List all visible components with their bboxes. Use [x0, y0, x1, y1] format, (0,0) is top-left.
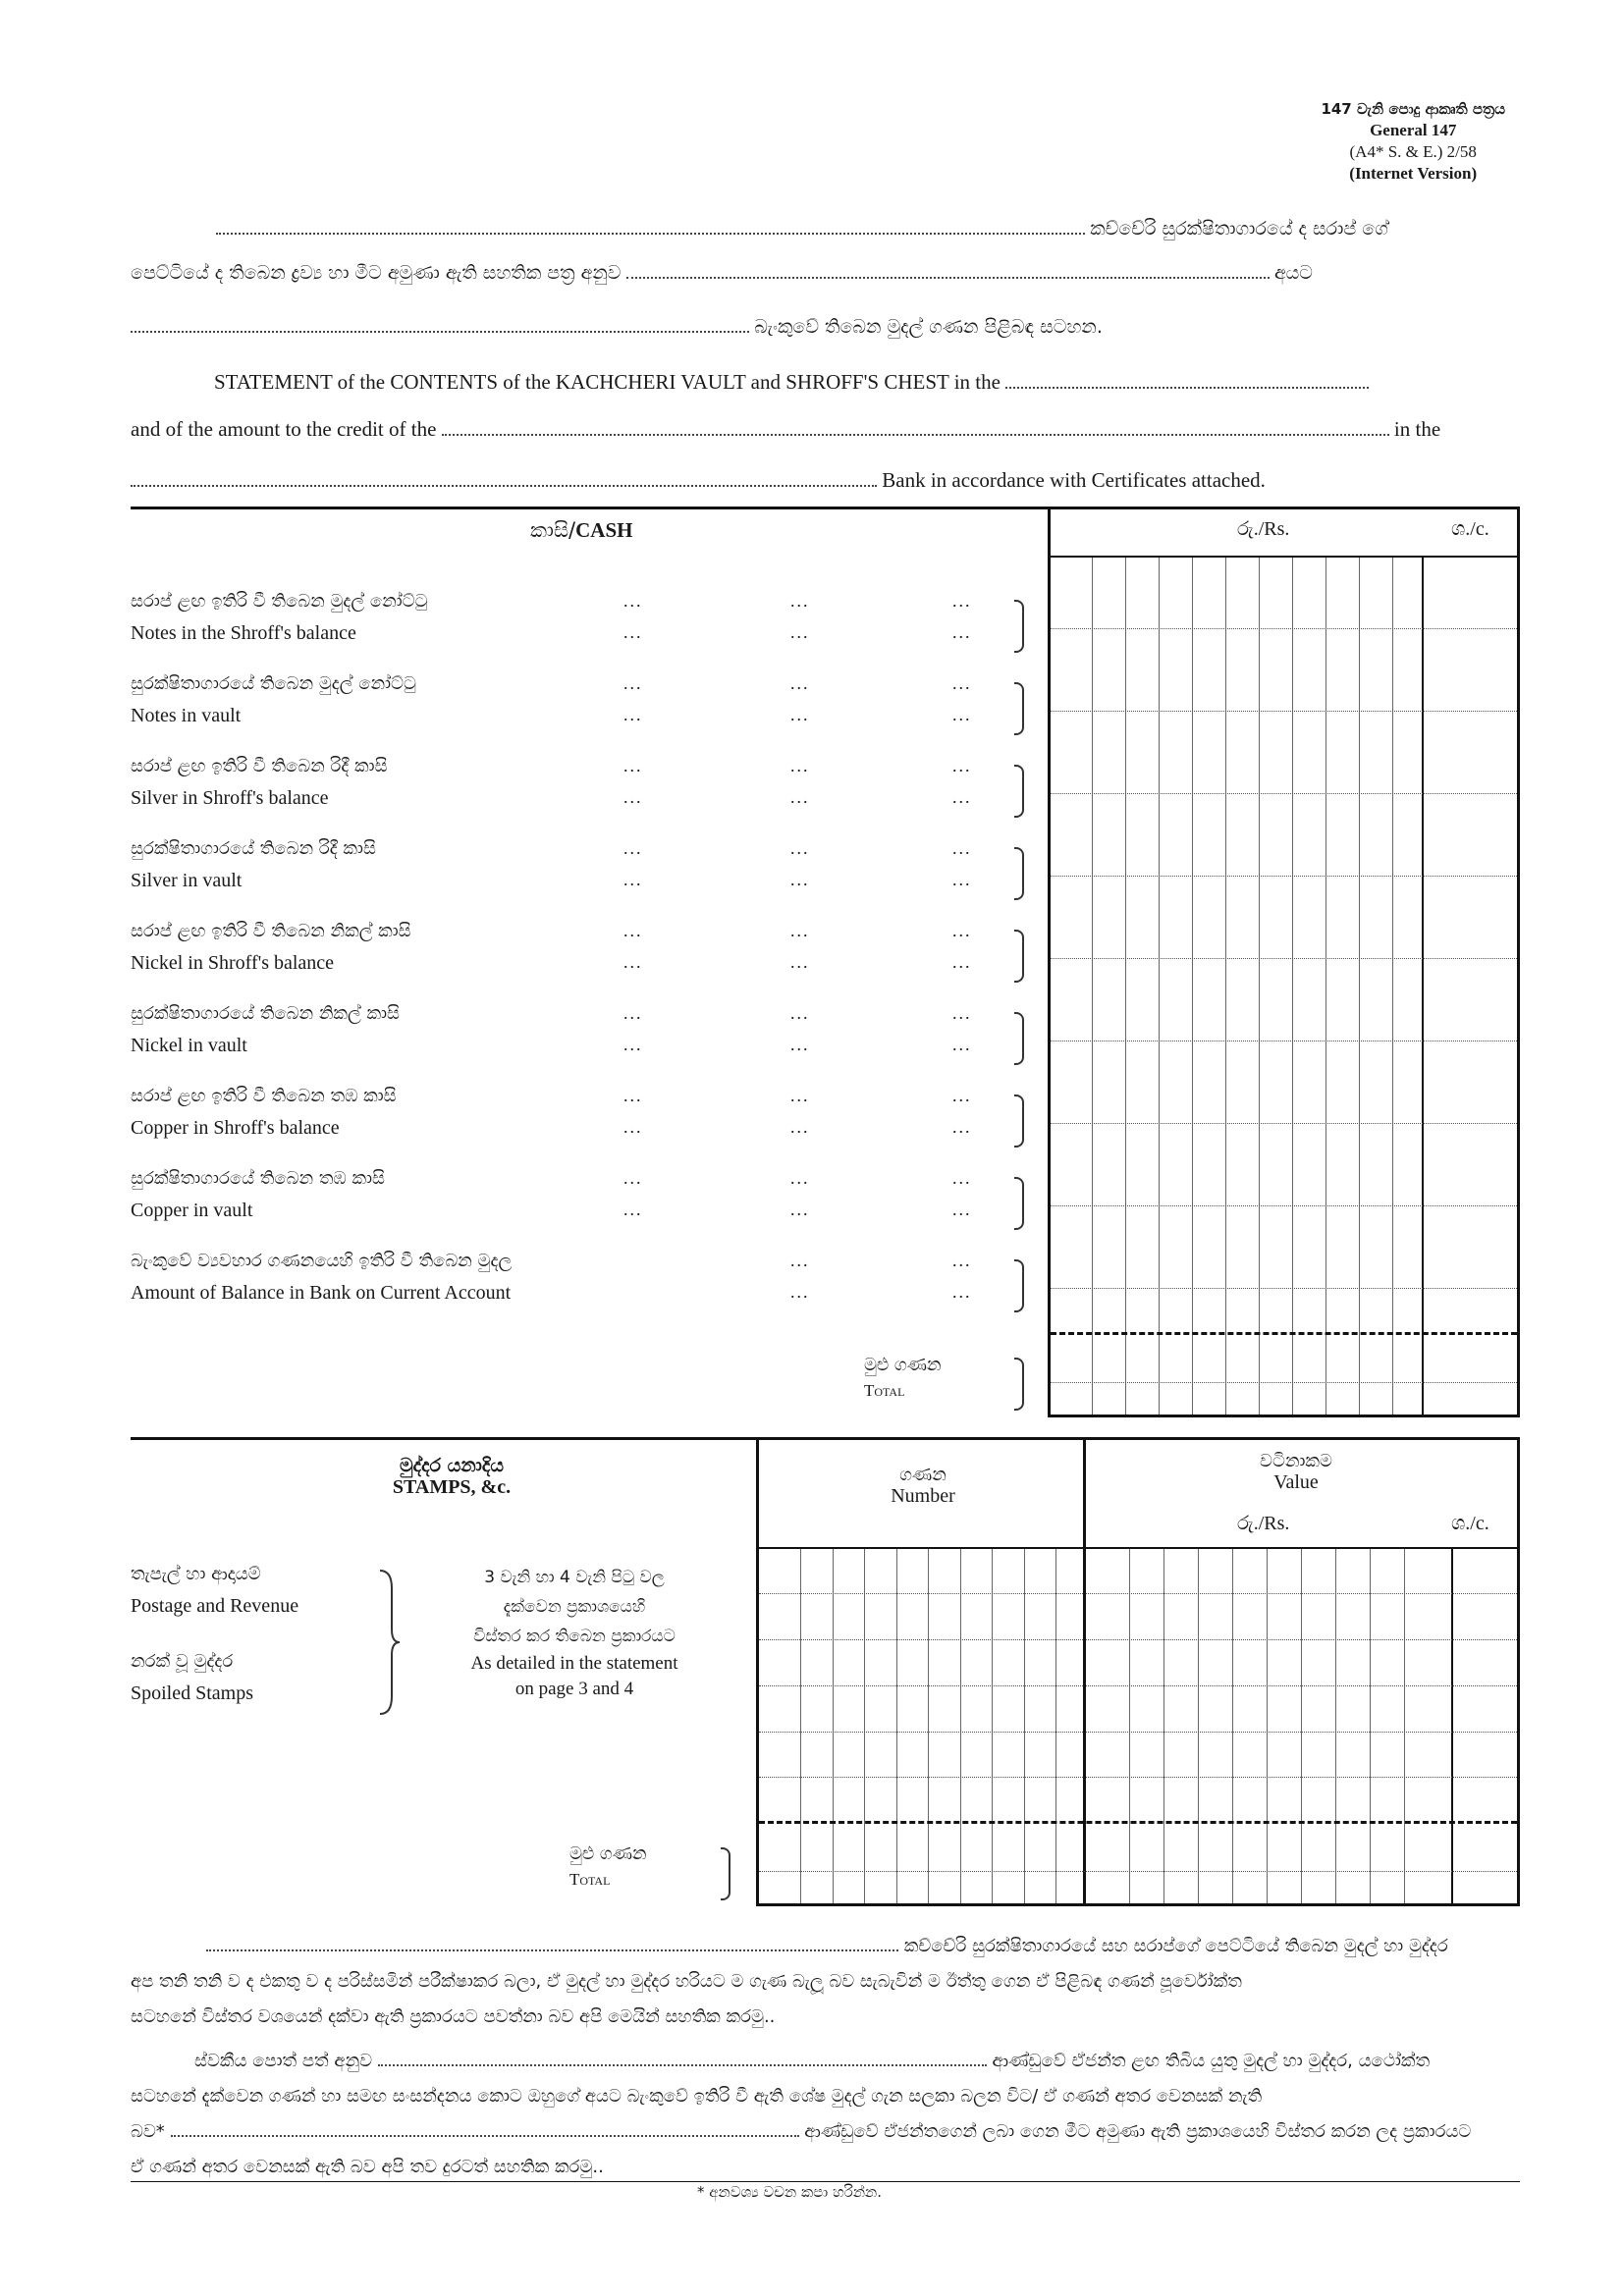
- leader-dots: ...: [952, 838, 972, 858]
- fill-line[interactable]: [1005, 373, 1369, 389]
- fill-line[interactable]: [171, 2123, 799, 2137]
- grid-column-line: [1232, 1549, 1233, 1903]
- intro-si-line2: පෙට්ටියේ ද තිබෙන ද්‍රව්‍ය හා මීට අමුණා ඇති සහතික පත්‍ර අනුව අයට: [131, 262, 1313, 284]
- grid-column-line: [1198, 1549, 1199, 1903]
- spoiled-label: නරක් වූ මුද්දර Spoiled Stamps: [131, 1651, 254, 1704]
- leader-dots: ...: [952, 591, 972, 611]
- form-header: [1321, 98, 1505, 185]
- leader-dots: ...: [790, 705, 810, 724]
- item-brace: [1014, 1177, 1024, 1230]
- cash-item: [131, 833, 376, 896]
- value-entry-line[interactable]: [1086, 1593, 1517, 1594]
- certification-paragraph-2: ස්වකීය පොත් පත් අනුව ආණ්ඩුවේ ඒජන්ත ළඟ තිබිය යුතු මුදල් හා මුද්දර, යථෝක්ත සටහනේ දැක්වෙන ගණන් හා සමඟ සංසන්දනය කොට ඔහුගේ අයට බැංකුවේ ඉතිරි වී ඇති ශේෂ මුදල් ගැන සලකා බලන විට/ ඒ ගණන් අතර වෙනසක් නැති බව* ආණ්ඩුවේ ඒජන්තගෙන් ලබා ගෙන මීට අමුණා ඇති ප්‍රකාශයෙහි විස්තර කරන ලද ප්‍රකාරයට ඒ ගණන් අතර වෙනසක් ඇති බව අපි තව දුරටත් සහතික කරමු..: [131, 2051, 1472, 2177]
- leader-dots: ...: [623, 673, 643, 693]
- fill-line[interactable]: [216, 219, 1085, 235]
- stamps-middle-divider: [1083, 1437, 1086, 1906]
- intro-en-line2: and of the amount to the credit of the in the: [131, 417, 1441, 441]
- leader-dots: ...: [623, 921, 643, 940]
- leader-dots: ...: [623, 1003, 643, 1023]
- leader-dots: ...: [952, 756, 972, 775]
- cash-item-label-si: සුරක්ෂිතාගාරයේ තිබෙන මුදල් නෝට්ටු: [131, 673, 416, 694]
- cash-item-label-si: සරාප් ළඟ ඉතිරි වී තිබෙන මුදල් නෝට්ටු: [131, 591, 428, 612]
- footnote-rule: [131, 2181, 1520, 2182]
- amount-entry-line[interactable]: [1051, 628, 1517, 629]
- grid-column-line: [833, 1549, 834, 1903]
- leader-dots: ...: [623, 952, 643, 972]
- leader-dots: ...: [623, 1200, 643, 1219]
- stamps-rs-label: රු./Rs.: [1237, 1513, 1290, 1534]
- grid-column-line: [1225, 558, 1226, 1415]
- leader-dots: ...: [952, 705, 972, 724]
- item-brace: [1014, 1012, 1024, 1065]
- grid-column-line: [1024, 1549, 1025, 1903]
- form-version: (Internet Version): [1349, 164, 1478, 183]
- stamps-cents-label: ශ./c.: [1451, 1513, 1489, 1534]
- stamps-total-label: මුළු ගණන Total: [569, 1843, 647, 1889]
- cash-item-label-si: සුරක්ෂිතාගාරයේ තිබෙන තඹ කාසි: [131, 1168, 385, 1189]
- grid-column-line: [1404, 1549, 1405, 1903]
- form-number: General 147: [1370, 121, 1457, 139]
- fill-line[interactable]: [131, 471, 877, 487]
- leader-dots: ...: [623, 705, 643, 724]
- leader-dots: ...: [952, 1282, 972, 1302]
- amount-entry-line[interactable]: [1051, 1205, 1517, 1206]
- leader-dots: ...: [790, 1086, 810, 1105]
- value-entry-line[interactable]: [1086, 1685, 1517, 1686]
- cash-item: [131, 1081, 397, 1144]
- form-edition: (A4* S. & E.) 2/58: [1349, 142, 1477, 161]
- cash-item: [131, 998, 400, 1061]
- grid-column-line: [1125, 558, 1126, 1415]
- cash-item-label: Silver in vault: [131, 870, 243, 891]
- grid-column-line: [1325, 558, 1326, 1415]
- leader-dots: ...: [790, 1168, 810, 1188]
- item-brace: [1014, 1095, 1024, 1148]
- form-number-sinhala: 147 වැනි පොදු ආකෘති පත්‍රය: [1321, 100, 1505, 118]
- leader-dots: ...: [790, 756, 810, 775]
- certification-paragraph-1: කච්චේරි සුරක්ෂිතාගාරයේ සහ සරාප්ගේ පෙට්ටියේ තිබෙන මුදල් හා මුද්දර අප තනි තනි ව ද එකතු ව ද පරිස්සමින් පරීක්ෂාකර බලා, ඒ මුදල් හා මුද්දර හරියට ම ගැණ බැලූ බව සැබැවින් ම ඊත්තු ගෙන ඒ පිළිබඳ ගණන් පූර්වෝක්ත සටහනේ විස්තර වශයෙන් දක්වා ඇති ප්‍රකාරයට පවත්නා බව අපි මෙයින් සහතික කරමු..: [131, 1936, 1448, 2027]
- cash-item: [131, 1246, 512, 1308]
- leader-dots: ...: [623, 870, 643, 889]
- leader-dots: ...: [952, 622, 972, 642]
- leader-dots: ...: [952, 921, 972, 940]
- cash-item-label-si: සුරක්ෂිතාගාරයේ තිබෙන නිකල් කාසි: [131, 1003, 400, 1024]
- leader-dots: ...: [623, 591, 643, 611]
- item-brace: [1014, 765, 1024, 818]
- fill-line[interactable]: [378, 2053, 987, 2066]
- cash-item-label: Nickel in Shroff's balance: [131, 952, 335, 974]
- intro-en-line1: STATEMENT of the CONTENTS of the KACHCHERI VAULT and SHROFF'S CHEST in the: [214, 370, 1369, 395]
- leader-dots: ...: [790, 1251, 810, 1270]
- subtotal-dash-line: [1051, 1332, 1517, 1335]
- leader-dots: ...: [790, 591, 810, 611]
- leader-dots: ...: [623, 838, 643, 858]
- leader-dots: ...: [790, 952, 810, 972]
- cash-grid-header-rule: [1048, 556, 1520, 558]
- stamps-grid-header-rule: [756, 1547, 1520, 1549]
- leader-dots: ...: [952, 1003, 972, 1023]
- value-column-header: වටිනාකම Value: [1260, 1451, 1332, 1493]
- leader-dots: ...: [623, 1035, 643, 1054]
- grid-column-line: [1267, 1549, 1268, 1903]
- grid-column-line: [1451, 1549, 1453, 1903]
- leader-dots: ...: [952, 1086, 972, 1105]
- cash-item: [131, 668, 416, 731]
- fill-line[interactable]: [442, 420, 1389, 436]
- cash-heading: කාසි/CASH: [530, 518, 633, 542]
- item-brace: [1014, 682, 1024, 735]
- amount-entry-line[interactable]: [1051, 711, 1517, 712]
- leader-dots: ...: [952, 1035, 972, 1054]
- postage-label: තැපැල් හා ආදායම් Postage and Revenue: [131, 1564, 299, 1617]
- leader-dots: ...: [790, 787, 810, 807]
- grid-column-line: [1159, 558, 1160, 1415]
- stamps-detail-text: 3 වැනි හා 4 වැනි පිටු වල දැක්වෙන ප්‍රකාශයෙහි විස්තර කර තිබෙන ප්‍රකාරයට As detailed in the statement on page 3 and 4: [470, 1568, 678, 1699]
- cash-item-label: Copper in Shroff's balance: [131, 1117, 340, 1139]
- cash-total-label: මුළු ගණන Total: [864, 1355, 942, 1400]
- leader-dots: ...: [623, 1168, 643, 1188]
- grid-column-line: [1335, 1549, 1336, 1903]
- grid-column-line: [960, 1549, 961, 1903]
- cash-item: [131, 916, 411, 979]
- fill-line[interactable]: [206, 1938, 898, 1951]
- number-entry-line[interactable]: [759, 1777, 1083, 1778]
- amount-entry-line[interactable]: [1051, 876, 1517, 877]
- leader-dots: ...: [790, 1282, 810, 1302]
- cash-item-label: Copper in vault: [131, 1200, 253, 1221]
- leader-dots: ...: [790, 1035, 810, 1054]
- cash-item: [131, 1163, 385, 1226]
- cash-item-label-si: සරාප් ළඟ ඉතිරි වී තිබෙන තඹ කාසි: [131, 1086, 397, 1106]
- item-brace: [1014, 600, 1024, 653]
- total-entry-line[interactable]: [759, 1871, 1517, 1872]
- leader-dots: ...: [790, 673, 810, 693]
- value-entry-line[interactable]: [1086, 1639, 1517, 1640]
- leader-dots: ...: [952, 1117, 972, 1137]
- value-entry-line[interactable]: [1086, 1732, 1517, 1733]
- cash-item-label-si: බැංකුවේ ව්‍යවහාර ගණනයෙහි ඉතිරි වී තිබෙන මුදල: [131, 1251, 513, 1271]
- amount-entry-line[interactable]: [1051, 793, 1517, 794]
- leader-dots: ...: [623, 1086, 643, 1105]
- cash-item-label-si: සරාප් ළඟ ඉතිරි වී තිබෙන රිදී කාසි: [131, 756, 388, 776]
- amount-entry-line[interactable]: [1051, 958, 1517, 959]
- total-entry-line[interactable]: [1051, 1382, 1517, 1383]
- leader-dots: ...: [790, 921, 810, 940]
- amount-entry-line[interactable]: [1051, 1288, 1517, 1289]
- stamps-top-rule: [131, 1437, 1520, 1440]
- grid-column-line: [1392, 558, 1393, 1415]
- grid-column-line: [928, 1549, 929, 1903]
- intro-si-line1: කච්චේරි සුරක්ෂිතාගාරයේ ද සරාප් ගේ: [216, 216, 1388, 240]
- cash-item: [131, 751, 388, 814]
- stamps-left-divider: [756, 1437, 759, 1906]
- leader-dots: ...: [790, 1200, 810, 1219]
- grid-column-line: [1359, 558, 1360, 1415]
- grid-column-line: [992, 1549, 993, 1903]
- grid-column-line: [1301, 1549, 1302, 1903]
- grid-column-line: [1092, 558, 1093, 1415]
- leader-dots: ...: [952, 1168, 972, 1188]
- footnote: * අනවශ්‍ය වචන කපා හරින්න.: [697, 2183, 882, 2201]
- leader-dots: ...: [952, 1251, 972, 1270]
- leader-dots: ...: [952, 673, 972, 693]
- table-top-rule: [131, 507, 1520, 509]
- leader-dots: ...: [623, 1117, 643, 1137]
- number-column-header: ගණන Number: [891, 1465, 955, 1507]
- leader-dots: ...: [952, 870, 972, 889]
- subtotal-dash-line: [759, 1821, 1517, 1824]
- grid-column-line: [1259, 558, 1260, 1415]
- grid-column-line: [1129, 1549, 1130, 1903]
- cash-item-label-si: සරාප් ළඟ ඉතිරි වී තිබෙන නිකල් කාසි: [131, 921, 411, 941]
- number-entry-line[interactable]: [759, 1639, 1083, 1640]
- grid-column-line: [1292, 558, 1293, 1415]
- rs-column-label: රු./Rs.: [1237, 518, 1290, 540]
- grid-column-line: [864, 1549, 865, 1903]
- grid-column-line: [1422, 558, 1424, 1415]
- stamps-total-brace: [721, 1847, 730, 1900]
- leader-dots: ...: [790, 870, 810, 889]
- leader-dots: ...: [623, 787, 643, 807]
- cash-item-label-si: සුරක්ෂිතාගාරයේ තිබෙන රිදී කාසි: [131, 838, 376, 859]
- leader-dots: ...: [790, 1003, 810, 1023]
- stamps-heading: මුද්දර යනාදිය STAMPS, &c.: [392, 1455, 512, 1498]
- cash-item-label: Notes in vault: [131, 705, 242, 726]
- intro-en-line3: Bank in accordance with Certificates attached.: [131, 468, 1266, 493]
- stamps-brace: [378, 1569, 402, 1716]
- leader-dots: ...: [952, 1200, 972, 1219]
- number-entry-line[interactable]: [759, 1685, 1083, 1686]
- grid-column-line: [1055, 1549, 1056, 1903]
- cash-item-label: Nickel in vault: [131, 1035, 247, 1056]
- leader-dots: ...: [623, 622, 643, 642]
- cents-column-label: ශ./c.: [1451, 518, 1489, 540]
- fill-line[interactable]: [131, 317, 749, 333]
- number-entry-line[interactable]: [759, 1732, 1083, 1733]
- item-brace: [1014, 1259, 1024, 1312]
- leader-dots: ...: [952, 787, 972, 807]
- leader-dots: ...: [790, 1117, 810, 1137]
- cash-grid-bottom-rule: [1048, 1415, 1520, 1417]
- cash-item: [131, 586, 428, 649]
- stamps-grid-bottom-rule: [756, 1903, 1520, 1906]
- cash-item-label: Notes in the Shroff's balance: [131, 622, 356, 644]
- grid-column-line: [1370, 1549, 1371, 1903]
- leader-dots: ...: [790, 838, 810, 858]
- leader-dots: ...: [623, 756, 643, 775]
- cash-item-label: Amount of Balance in Bank on Current Account: [131, 1282, 512, 1304]
- cash-right-border: [1517, 507, 1520, 1417]
- cash-divider: [1048, 507, 1051, 1417]
- item-brace: [1014, 847, 1024, 900]
- number-entry-line[interactable]: [759, 1593, 1083, 1594]
- grid-column-line: [1192, 558, 1193, 1415]
- item-brace: [1014, 930, 1024, 983]
- value-entry-line[interactable]: [1086, 1777, 1517, 1778]
- amount-entry-line[interactable]: [1051, 1123, 1517, 1124]
- grid-column-line: [1163, 1549, 1164, 1903]
- grid-column-line: [800, 1549, 801, 1903]
- cash-item-label: Silver in Shroff's balance: [131, 787, 329, 809]
- leader-dots: ...: [952, 952, 972, 972]
- grid-column-line: [896, 1549, 897, 1903]
- fill-line[interactable]: [626, 263, 1270, 279]
- stamps-right-border: [1517, 1437, 1520, 1906]
- leader-dots: ...: [790, 622, 810, 642]
- intro-si-line3: බැංකුවේ තිබෙන මුදල් ගණන පිළිබඳ සටහන.: [131, 314, 1103, 339]
- total-brace: [1014, 1358, 1024, 1411]
